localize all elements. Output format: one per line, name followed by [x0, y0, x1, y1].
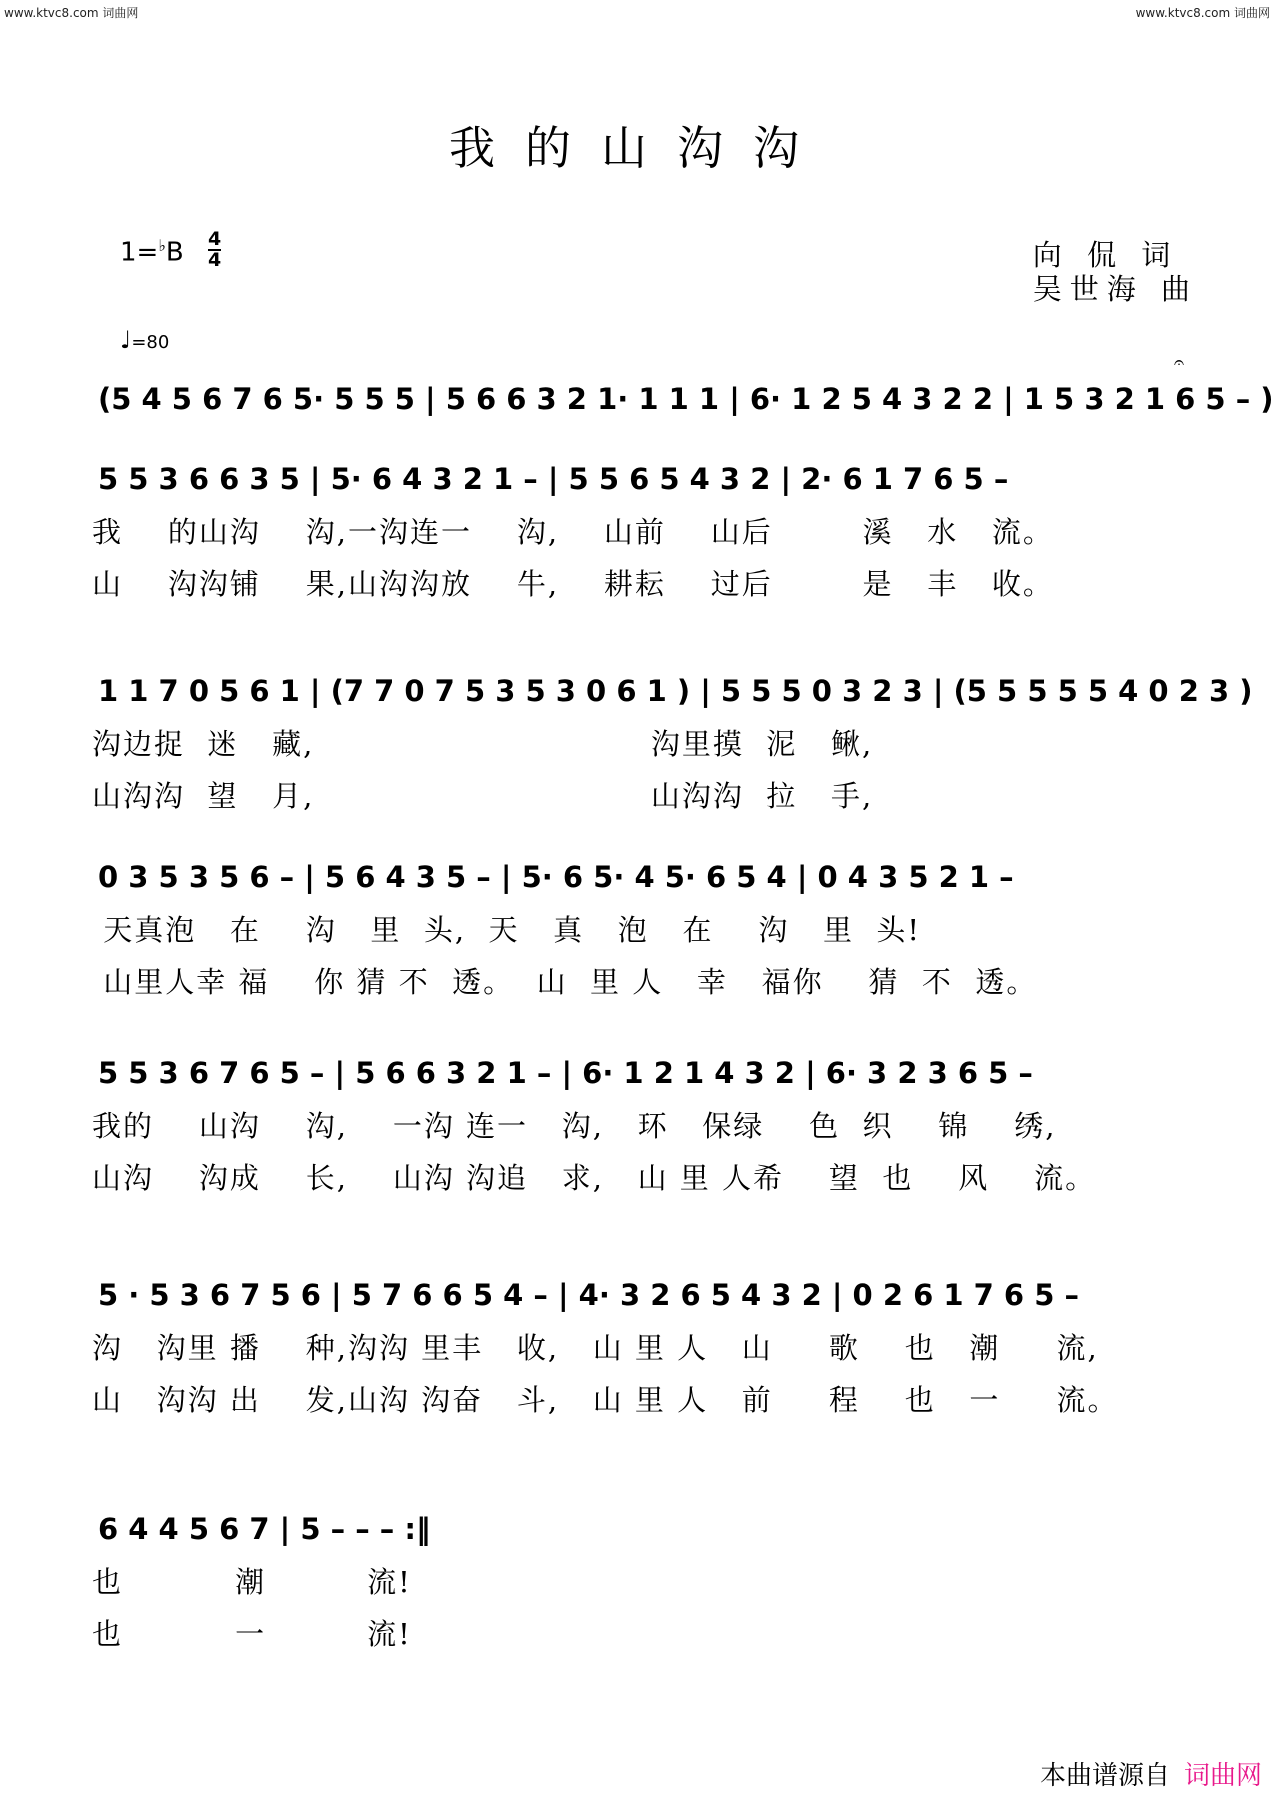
score-title: 我的山沟沟 — [449, 121, 829, 175]
tempo-value: =80 — [131, 332, 170, 353]
notation-line: (5 4 5 6 7 6 5· 5 5 5 | 5 6 6 3 2 1· 1 1 1 | 6· 1 2 5 4 3 2 2 | 1 5 3 2 1 6 5 – ) — [98, 382, 1274, 416]
composer-credit: 吴世海 曲 — [1032, 272, 1198, 306]
notation-line: 5 5 3 6 6 3 5 | 5· 6 4 3 2 1 – | 5 5 6 5 4 3 2 | 2· 6 1 7 6 5 – — [98, 462, 1009, 496]
lyrics-verse-1 — [92, 1104, 1212, 1156]
watermark-right: www.ktvc8.com 词曲网 — [1135, 6, 1270, 20]
system-7 — [92, 1506, 1212, 1664]
system-1 — [92, 352, 1274, 430]
lyric-line: 山 沟沟铺 果,山沟沟放 牛, 耕耘 过后 是 丰 收。 — [92, 567, 1054, 601]
lyrics-verse-1 — [92, 510, 1212, 562]
notes-row — [92, 668, 1253, 722]
key-prefix: 1= — [120, 237, 159, 268]
time-signature — [208, 230, 221, 270]
lyrics-verse-1 — [92, 1326, 1212, 1378]
lyric-line: 也 潮 流! — [92, 1565, 412, 1599]
tempo-marking — [120, 326, 169, 354]
quarter-note-icon: ♩ — [120, 326, 132, 354]
lyric-line: 我 的山沟 沟,一沟连一 沟, 山前 山后 溪 水 流。 — [92, 515, 1054, 549]
system-5 — [92, 1050, 1212, 1208]
notes-row — [92, 1506, 1212, 1560]
lyric-line: 山 沟沟 出 发,山沟 沟奋 斗, 山 里 人 前 程 也 一 流。 — [92, 1383, 1119, 1417]
lyrics-verse-2 — [92, 960, 1212, 1012]
fermata-icon: 𝄐 — [1174, 352, 1185, 373]
system-3 — [92, 668, 1253, 826]
watermark-left: www.ktvc8.com 词曲网 — [4, 6, 139, 20]
lyrics-verse-1 — [92, 722, 1212, 774]
lyric-line: 沟 沟里 播 种,沟沟 里丰 收, 山 里 人 山 歌 也 潮 流, — [92, 1331, 1099, 1365]
lyric-line: 山里人幸 福 你 猜 不 透。 山 里 人 幸 福你 猜 不 透。 — [92, 965, 1038, 999]
system-2 — [92, 456, 1212, 614]
lyrics-verse-2 — [92, 562, 1212, 614]
system-4 — [92, 854, 1212, 1012]
lyricist-credit: 向 侃 词 — [1032, 238, 1179, 272]
notation-line: 1 1 7 0 5 6 1 | (7 7 0 7 5 3 5 3 0 6 1 ) | 5 5 5 0 3 2 3 | (5 5 5 5 5 4 0 2 3 ) — [98, 674, 1253, 708]
time-signature-bottom: 4 — [208, 249, 222, 271]
lyrics-verse-2 — [92, 774, 1212, 826]
lyrics-verse-1 — [92, 908, 1212, 960]
lyric-line: 天真泡 在 沟 里 头, 天 真 泡 在 沟 里 头! — [92, 913, 922, 947]
key-signature — [120, 236, 184, 268]
lyric-line: 也 一 流! — [92, 1617, 412, 1651]
lyric-line: 山沟 沟成 长, 山沟 沟追 求, 山 里 人希 望 也 风 流。 — [92, 1161, 1097, 1195]
time-signature-top: 4 — [208, 228, 222, 250]
notes-row — [92, 1272, 1212, 1326]
lyrics-verse-2 — [92, 1612, 1212, 1664]
lyric-line: 沟边捉 迷 藏, 沟里摸 泥 鳅, — [92, 727, 874, 761]
source-text: 本曲谱源自 — [1039, 1761, 1170, 1791]
notes-row — [92, 854, 1212, 908]
notation-line: 0 3 5 3 5 6 – | 5 6 4 3 5 – | 5· 6 5· 4 5· 6 5 4 | 0 4 3 5 2 1 – — [98, 860, 1014, 894]
lyrics-verse-2 — [92, 1378, 1212, 1430]
key-name: B — [165, 237, 184, 268]
notation-line: 5 5 3 6 7 6 5 – | 5 6 6 3 2 1 – | 6· 1 2 1 4 3 2 | 6· 3 2 3 6 5 – — [98, 1056, 1033, 1090]
lyric-line: 我的 山沟 沟, 一沟 连一 沟, 环 保绿 色 织 锦 绣, — [92, 1109, 1057, 1143]
credits — [1033, 238, 1198, 306]
notes-row — [92, 376, 1274, 430]
notes-row — [92, 1050, 1212, 1104]
lyrics-verse-2 — [92, 1156, 1212, 1208]
lyric-line: 山沟沟 望 月, 山沟沟 拉 手, — [92, 779, 874, 813]
notation-line: 5 · 5 3 6 7 5 6 | 5 7 6 6 5 4 – | 4· 3 2 6 5 4 3 2 | 0 2 6 1 7 6 5 – — [98, 1278, 1079, 1312]
brand-link[interactable]: 词曲网 — [1183, 1761, 1262, 1791]
system-6 — [92, 1272, 1212, 1430]
notes-row — [92, 456, 1212, 510]
notation-line: 6 4 4 5 6 7 | 5 – – – :‖ — [98, 1512, 431, 1546]
flat-icon: ♭ — [158, 236, 166, 255]
lyrics-verse-1 — [92, 1560, 1212, 1612]
source-footer — [1040, 1755, 1262, 1792]
